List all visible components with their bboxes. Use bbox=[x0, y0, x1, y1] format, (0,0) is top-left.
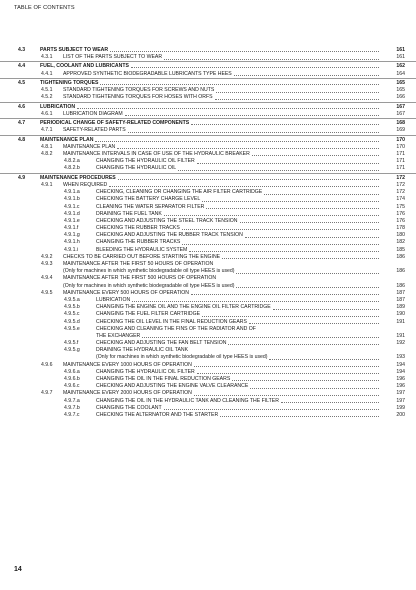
dot-leader bbox=[131, 66, 379, 68]
toc-entry-number: 4.9.1.g bbox=[64, 232, 80, 239]
dot-leader bbox=[164, 58, 379, 60]
toc-page-number: 185 bbox=[396, 246, 405, 253]
toc-entry-title: SAFETY-RELATED PARTS bbox=[63, 127, 126, 134]
toc-entry-title: MAINTENANCE EVERY 1000 HOURS OF OPERATION bbox=[63, 361, 192, 368]
toc-entry-row[interactable] bbox=[0, 304, 416, 311]
toc-page-number: 164 bbox=[396, 70, 405, 77]
toc-entry-row[interactable] bbox=[0, 254, 416, 261]
toc-entry-title: BLEEDING THE HYDRAULIC SYSTEM bbox=[96, 246, 188, 253]
toc-page-number: 172 bbox=[396, 181, 405, 188]
toc-entry-number: 4.4.1 bbox=[41, 70, 53, 77]
dot-leader bbox=[197, 372, 379, 374]
dot-leader bbox=[182, 228, 379, 230]
dot-leader bbox=[125, 114, 379, 116]
toc-entry-number: 4.5.1 bbox=[41, 87, 53, 94]
toc-page-number: 167 bbox=[396, 103, 405, 110]
toc-entry-row[interactable] bbox=[0, 390, 416, 397]
toc-entry-row[interactable] bbox=[0, 362, 416, 369]
toc-page-number: 176 bbox=[396, 217, 405, 224]
toc-entry-title: MAINTENANCE PLAN bbox=[40, 136, 94, 143]
toc-entry-row[interactable] bbox=[0, 369, 416, 376]
toc-entry-number: 4.9.4 bbox=[41, 275, 53, 282]
toc-entry-number: 4.8.2.b bbox=[64, 165, 80, 172]
toc-entry-row[interactable] bbox=[0, 87, 416, 94]
toc-page-number: 193 bbox=[396, 354, 405, 361]
toc-entry-number: 4.9.1.d bbox=[64, 210, 80, 217]
toc-entry-number: 4.7 bbox=[18, 120, 26, 127]
toc-entry-title: CHANGING THE HYDRAULIC OIL FILTER bbox=[96, 368, 195, 375]
dot-leader bbox=[110, 50, 379, 52]
toc-entry-title: CHANGING THE HYDRAULIC OIL FILTER bbox=[96, 158, 195, 165]
toc-page-number: 161 bbox=[396, 47, 405, 53]
table-of-contents bbox=[0, 46, 416, 419]
toc-heading-row[interactable] bbox=[0, 46, 416, 54]
toc-entry-number: 4.3.1 bbox=[41, 54, 53, 61]
toc-entry-title: CHECKING AND ADJUSTING THE STEEL TRACK TENSION bbox=[96, 217, 238, 224]
toc-entry-title: LUBRICATION DIAGRAM bbox=[63, 110, 123, 117]
toc-page-number: 180 bbox=[396, 232, 405, 239]
toc-entry-number: 4.9.1.e bbox=[64, 217, 80, 224]
toc-entry-title: STANDARD TIGHTENING TORQUES FOR SCREWS AND NUTS bbox=[63, 87, 215, 94]
toc-page-number: 199 bbox=[396, 404, 405, 411]
toc-page-number: 172 bbox=[396, 189, 405, 196]
toc-heading-row[interactable] bbox=[0, 136, 416, 144]
toc-section bbox=[0, 173, 416, 419]
toc-entry-title: CHANGING THE OIL IN THE FINAL REDUCTION GEARS bbox=[96, 376, 231, 383]
toc-entry-row[interactable] bbox=[0, 196, 416, 203]
toc-entry-title: CHECKING AND ADJUSTING THE ENGINE VALVE CLEARANCE bbox=[96, 383, 249, 390]
dot-leader bbox=[269, 358, 379, 360]
dot-leader bbox=[194, 365, 379, 367]
toc-section bbox=[0, 118, 416, 134]
toc-page-number: 170 bbox=[396, 136, 405, 143]
toc-entry-title: MAINTENANCE EVERY 2000 HOURS OF OPERATION bbox=[63, 390, 192, 397]
toc-entry-title: STANDARD TIGHTENING TORQUES FOR HOSES WITH ORFS bbox=[63, 94, 213, 101]
dot-leader bbox=[249, 322, 379, 324]
toc-entry-title: LIST OF THE PARTS SUBJECT TO WEAR bbox=[63, 54, 163, 61]
toc-entry-number: 4.6.1 bbox=[41, 110, 53, 117]
toc-page-number: 189 bbox=[396, 304, 405, 311]
toc-entry-number: 4.9.5.c bbox=[64, 311, 80, 318]
dot-leader bbox=[264, 193, 379, 195]
toc-entry-title: LUBRICATION bbox=[96, 296, 131, 303]
dot-leader bbox=[182, 243, 379, 245]
toc-entry-number: 4.9 bbox=[18, 174, 26, 181]
toc-heading-row[interactable] bbox=[0, 62, 416, 70]
toc-entry-number: 4.9.1.f bbox=[64, 225, 79, 232]
toc-entry-row[interactable] bbox=[0, 165, 416, 172]
toc-page-number: 190 bbox=[396, 311, 405, 318]
toc-entry-row[interactable] bbox=[0, 71, 416, 78]
toc-entry-row[interactable] bbox=[0, 398, 416, 405]
toc-entry-row[interactable] bbox=[0, 144, 416, 151]
toc-page-number: 168 bbox=[396, 120, 405, 127]
toc-entry-row[interactable] bbox=[0, 383, 416, 390]
toc-entry-row[interactable] bbox=[0, 261, 416, 268]
page-header: TABLE OF CONTENTS bbox=[14, 5, 75, 11]
dot-leader bbox=[164, 214, 379, 216]
toc-entry-number: 4.9.7.a bbox=[64, 397, 80, 404]
toc-heading-row[interactable] bbox=[0, 174, 416, 182]
toc-page-number: 176 bbox=[396, 210, 405, 217]
dot-leader bbox=[189, 250, 379, 252]
toc-entry-row[interactable] bbox=[0, 275, 416, 282]
dot-leader bbox=[118, 178, 379, 180]
toc-entry-number: 4.3 bbox=[18, 47, 26, 53]
dot-leader bbox=[77, 107, 379, 109]
dot-leader bbox=[228, 343, 379, 345]
dot-leader bbox=[273, 308, 379, 310]
page-number: 14 bbox=[14, 566, 22, 573]
toc-section bbox=[0, 46, 416, 61]
dot-leader bbox=[206, 207, 379, 209]
toc-entry-row[interactable] bbox=[0, 182, 416, 189]
dot-leader bbox=[194, 394, 379, 396]
toc-entry-row[interactable] bbox=[0, 239, 416, 246]
toc-entry-row[interactable] bbox=[0, 354, 416, 361]
toc-page-number: 192 bbox=[396, 340, 405, 347]
toc-page-number: 196 bbox=[396, 383, 405, 390]
dot-leader bbox=[191, 293, 379, 295]
toc-entry-number: 4.9.5.f bbox=[64, 340, 79, 347]
toc-page-number: 194 bbox=[396, 368, 405, 375]
toc-entry-row[interactable] bbox=[0, 376, 416, 383]
toc-entry-number: 4.9.1 bbox=[41, 181, 53, 188]
toc-entry-title: CHECKING THE OIL LEVEL IN THE FINAL REDUCTION GEARS bbox=[96, 318, 247, 325]
toc-entry-row[interactable] bbox=[0, 333, 416, 340]
toc-entry-title: CHANGING THE RUBBER TRACKS bbox=[96, 239, 181, 246]
toc-page-number: 166 bbox=[396, 94, 405, 101]
toc-entry-row[interactable] bbox=[0, 111, 416, 118]
dot-leader bbox=[236, 286, 379, 288]
toc-page-number: 187 bbox=[396, 289, 405, 296]
toc-entry-row[interactable] bbox=[0, 151, 416, 158]
toc-page-number: 187 bbox=[396, 296, 405, 303]
dot-leader bbox=[234, 74, 379, 76]
toc-page-number: 165 bbox=[396, 79, 405, 86]
toc-entry-title: CHANGING THE ENGINE OIL AND THE ENGINE OIL FILTER CARTRIDGE bbox=[96, 304, 271, 311]
dot-leader bbox=[202, 200, 379, 202]
toc-page-number: 169 bbox=[396, 127, 405, 134]
toc-page-number: 196 bbox=[396, 376, 405, 383]
toc-section bbox=[0, 78, 416, 102]
dot-leader bbox=[132, 300, 379, 302]
toc-entry-number: 4.9.5.g bbox=[64, 347, 80, 354]
toc-page-number: 186 bbox=[396, 268, 405, 275]
toc-entry-title: PERIODICAL CHANGE OF SAFETY-RELATED COMPONENTS bbox=[40, 120, 190, 127]
toc-entry-number: 4.8 bbox=[18, 136, 26, 143]
toc-page-number: 197 bbox=[396, 390, 405, 397]
toc-page-number: 175 bbox=[396, 203, 405, 210]
toc-entry-number: 4.9.1.b bbox=[64, 196, 80, 203]
toc-entry-row[interactable] bbox=[0, 326, 416, 333]
toc-entry-row[interactable] bbox=[0, 127, 416, 134]
toc-entry-row[interactable] bbox=[0, 412, 416, 419]
toc-entry-title: APPROVED SYNTHETIC BIODEGRADABLE LUBRICANTS TYPE HEES bbox=[63, 70, 232, 77]
dot-leader bbox=[250, 387, 379, 389]
toc-entry-number: 4.9.5.b bbox=[64, 304, 80, 311]
dot-leader bbox=[164, 408, 379, 410]
toc-entry-number: 4.9.7.b bbox=[64, 404, 80, 411]
toc-page-number: 171 bbox=[396, 151, 405, 158]
toc-page-number: 178 bbox=[396, 225, 405, 232]
toc-page-number: 167 bbox=[396, 110, 405, 117]
toc-entry-title: CHECKING THE ALTERNATOR AND THE STARTER bbox=[96, 411, 219, 418]
toc-page-number: 200 bbox=[396, 411, 405, 418]
toc-entry-row[interactable] bbox=[0, 297, 416, 304]
toc-entry-number: 4.9.5.e bbox=[64, 325, 80, 332]
toc-page-number: 194 bbox=[396, 361, 405, 368]
toc-page-number: 171 bbox=[396, 158, 405, 165]
toc-entry-number: 4.9.6 bbox=[41, 361, 53, 368]
toc-entry-number: 4.8.2.a bbox=[64, 158, 80, 165]
dot-leader bbox=[142, 336, 379, 338]
toc-section bbox=[0, 102, 416, 118]
toc-entry-number: 4.4 bbox=[18, 63, 26, 70]
toc-entry-row[interactable] bbox=[0, 268, 416, 275]
dot-leader bbox=[236, 272, 379, 274]
toc-entry-title: MAINTENANCE PROCEDURES bbox=[40, 174, 116, 181]
toc-heading-row[interactable] bbox=[0, 103, 416, 111]
toc-entry-title: CHANGING THE OIL IN THE HYDRAULIC TANK AND CLEANING THE FILTER bbox=[96, 397, 279, 404]
dot-leader bbox=[100, 83, 379, 85]
toc-entry-row[interactable] bbox=[0, 283, 416, 290]
toc-entry-title: LUBRICATION bbox=[40, 103, 76, 110]
toc-entry-title: MAINTENANCE EVERY 500 HOURS OF OPERATION bbox=[63, 289, 189, 296]
dot-leader bbox=[252, 154, 379, 156]
toc-entry-title: CHECKING AND CLEANING THE FINS OF THE RADIATOR AND OF bbox=[96, 325, 256, 332]
toc-entry-number: 4.9.1.a bbox=[64, 189, 80, 196]
toc-entry-number: 4.9.6.b bbox=[64, 376, 80, 383]
toc-entry-number: 4.8.2 bbox=[41, 151, 53, 158]
toc-entry-row[interactable] bbox=[0, 405, 416, 412]
toc-page-number: 186 bbox=[396, 282, 405, 289]
dot-leader bbox=[281, 401, 379, 403]
toc-heading-row[interactable] bbox=[0, 119, 416, 127]
toc-entry-title: MAINTENANCE PLAN bbox=[63, 143, 116, 150]
toc-entry-title: PARTS SUBJECT TO WEAR bbox=[40, 47, 109, 53]
toc-entry-title: MAINTENANCE AFTER THE FIRST 50 HOURS OF OPERATION bbox=[63, 261, 214, 268]
toc-entry-row[interactable] bbox=[0, 247, 416, 254]
dot-leader bbox=[220, 415, 379, 417]
dot-leader bbox=[240, 221, 380, 223]
toc-section bbox=[0, 61, 416, 77]
toc-entry-row[interactable] bbox=[0, 54, 416, 61]
toc-page-number: 162 bbox=[396, 63, 405, 70]
toc-heading-row[interactable] bbox=[0, 79, 416, 87]
toc-page-number: 172 bbox=[396, 174, 405, 181]
toc-entry-title: FUEL, COOLANT AND LUBRICANTS bbox=[40, 63, 129, 70]
toc-entry-title: MAINTENANCE AFTER THE FIRST 500 HOURS OF OPERATION bbox=[63, 275, 217, 282]
toc-page-number: 182 bbox=[396, 239, 405, 246]
toc-entry-row[interactable] bbox=[0, 347, 416, 354]
toc-entry-title: DRAINING THE HYDRAULIC OIL TANK bbox=[96, 347, 189, 354]
toc-entry-number: 4.9.1.i bbox=[64, 246, 79, 253]
toc-entry-title: THE EXCHANGER bbox=[96, 332, 141, 339]
toc-entry-title: WHEN REQUIRED bbox=[63, 181, 108, 188]
dot-leader bbox=[216, 91, 379, 93]
toc-entry-title: CHECKING, CLEANING OR CHANGING THE AIR FILTER CARTRIDGE bbox=[96, 189, 263, 196]
toc-entry-title: (Only for machines in which synthetic biodegradable oil type HEES is used) bbox=[96, 354, 268, 361]
dot-leader bbox=[197, 162, 379, 164]
dot-leader bbox=[178, 169, 379, 171]
dot-leader bbox=[117, 147, 379, 149]
toc-entry-title: CLEANING THE WATER SEPARATOR FILTER bbox=[96, 203, 205, 210]
toc-entry-row[interactable] bbox=[0, 204, 416, 211]
dot-leader bbox=[128, 131, 379, 133]
toc-entry-title: CHANGING THE COOLANT bbox=[96, 404, 162, 411]
dot-leader bbox=[109, 185, 379, 187]
toc-entry-row[interactable] bbox=[0, 340, 416, 347]
toc-page-number: 161 bbox=[396, 54, 405, 61]
toc-entry-title: CHANGING THE FUEL FILTER CARTRIDGE bbox=[96, 311, 201, 318]
toc-entry-row[interactable] bbox=[0, 290, 416, 297]
toc-entry-row[interactable] bbox=[0, 158, 416, 165]
toc-entry-number: 4.9.3 bbox=[41, 261, 53, 268]
toc-page-number: 186 bbox=[396, 253, 405, 260]
toc-entry-title: DRAINING THE FUEL TANK bbox=[96, 210, 162, 217]
dot-leader bbox=[215, 98, 379, 100]
toc-entry-number: 4.9.7 bbox=[41, 390, 53, 397]
toc-entry-number: 4.9.7.c bbox=[64, 411, 80, 418]
toc-entry-title: CHECKS TO BE CARRIED OUT BEFORE STARTING THE ENGINE bbox=[63, 253, 221, 260]
toc-entry-number: 4.7.1 bbox=[41, 127, 53, 134]
toc-entry-number: 4.9.2 bbox=[41, 253, 53, 260]
toc-entry-title: CHECKING THE RUBBER TRACKS bbox=[96, 225, 180, 232]
toc-entry-number: 4.9.1.c bbox=[64, 203, 80, 210]
dot-leader bbox=[202, 315, 379, 317]
toc-entry-title: CHECKING THE BATTERY CHARGE LEVEL bbox=[96, 196, 201, 203]
toc-entry-number: 4.6 bbox=[18, 103, 26, 110]
toc-entry-row[interactable] bbox=[0, 225, 416, 232]
toc-entry-row[interactable] bbox=[0, 189, 416, 196]
toc-entry-number: 4.9.5 bbox=[41, 289, 53, 296]
toc-entry-row[interactable] bbox=[0, 311, 416, 318]
toc-entry-row[interactable] bbox=[0, 94, 416, 101]
toc-entry-row[interactable] bbox=[0, 319, 416, 326]
toc-entry-title: CHANGING THE HYDRAULIC OIL bbox=[96, 165, 177, 172]
dot-leader bbox=[191, 123, 379, 125]
toc-entry-title: (Only for machines in which synthetic biodegradable oil type HEES is used) bbox=[63, 282, 235, 289]
toc-page-number: 191 bbox=[396, 318, 405, 325]
toc-entry-row[interactable] bbox=[0, 232, 416, 239]
toc-entry-title: TIGHTENING TORQUES bbox=[40, 79, 99, 86]
dot-leader bbox=[222, 257, 379, 259]
dot-leader bbox=[95, 140, 379, 142]
toc-section bbox=[0, 135, 416, 173]
toc-entry-number: 4.9.6.c bbox=[64, 383, 80, 390]
toc-page-number: 170 bbox=[396, 143, 405, 150]
toc-entry-number: 4.5.2 bbox=[41, 94, 53, 101]
toc-entry-row[interactable] bbox=[0, 218, 416, 225]
toc-page-number: 191 bbox=[396, 332, 405, 339]
toc-page-number: 165 bbox=[396, 87, 405, 94]
dot-leader bbox=[245, 236, 379, 238]
toc-entry-title: (Only for machines in which synthetic biodegradable oil type HEES is used) bbox=[63, 268, 235, 275]
toc-entry-title: CHECKING AND ADJUSTING THE RUBBER TRACK TENSION bbox=[96, 232, 243, 239]
toc-page-number: 171 bbox=[396, 165, 405, 172]
toc-entry-number: 4.9.6.a bbox=[64, 368, 80, 375]
toc-entry-number: 4.8.1 bbox=[41, 143, 53, 150]
toc-page-number: 174 bbox=[396, 196, 405, 203]
toc-entry-title: CHECKING AND ADJUSTING THE FAN BELT TENSION bbox=[96, 340, 227, 347]
toc-entry-row[interactable] bbox=[0, 211, 416, 218]
toc-entry-number: 4.5 bbox=[18, 79, 26, 86]
toc-entry-number: 4.9.5.a bbox=[64, 296, 80, 303]
toc-entry-number: 4.9.1.h bbox=[64, 239, 80, 246]
toc-entry-number: 4.9.5.d bbox=[64, 318, 80, 325]
dot-leader bbox=[232, 379, 379, 381]
toc-page-number: 197 bbox=[396, 397, 405, 404]
toc-entry-title: MAINTENANCE INTERVALS IN CASE OF USE OF THE HYDRAULIC BREAKER bbox=[63, 151, 250, 158]
